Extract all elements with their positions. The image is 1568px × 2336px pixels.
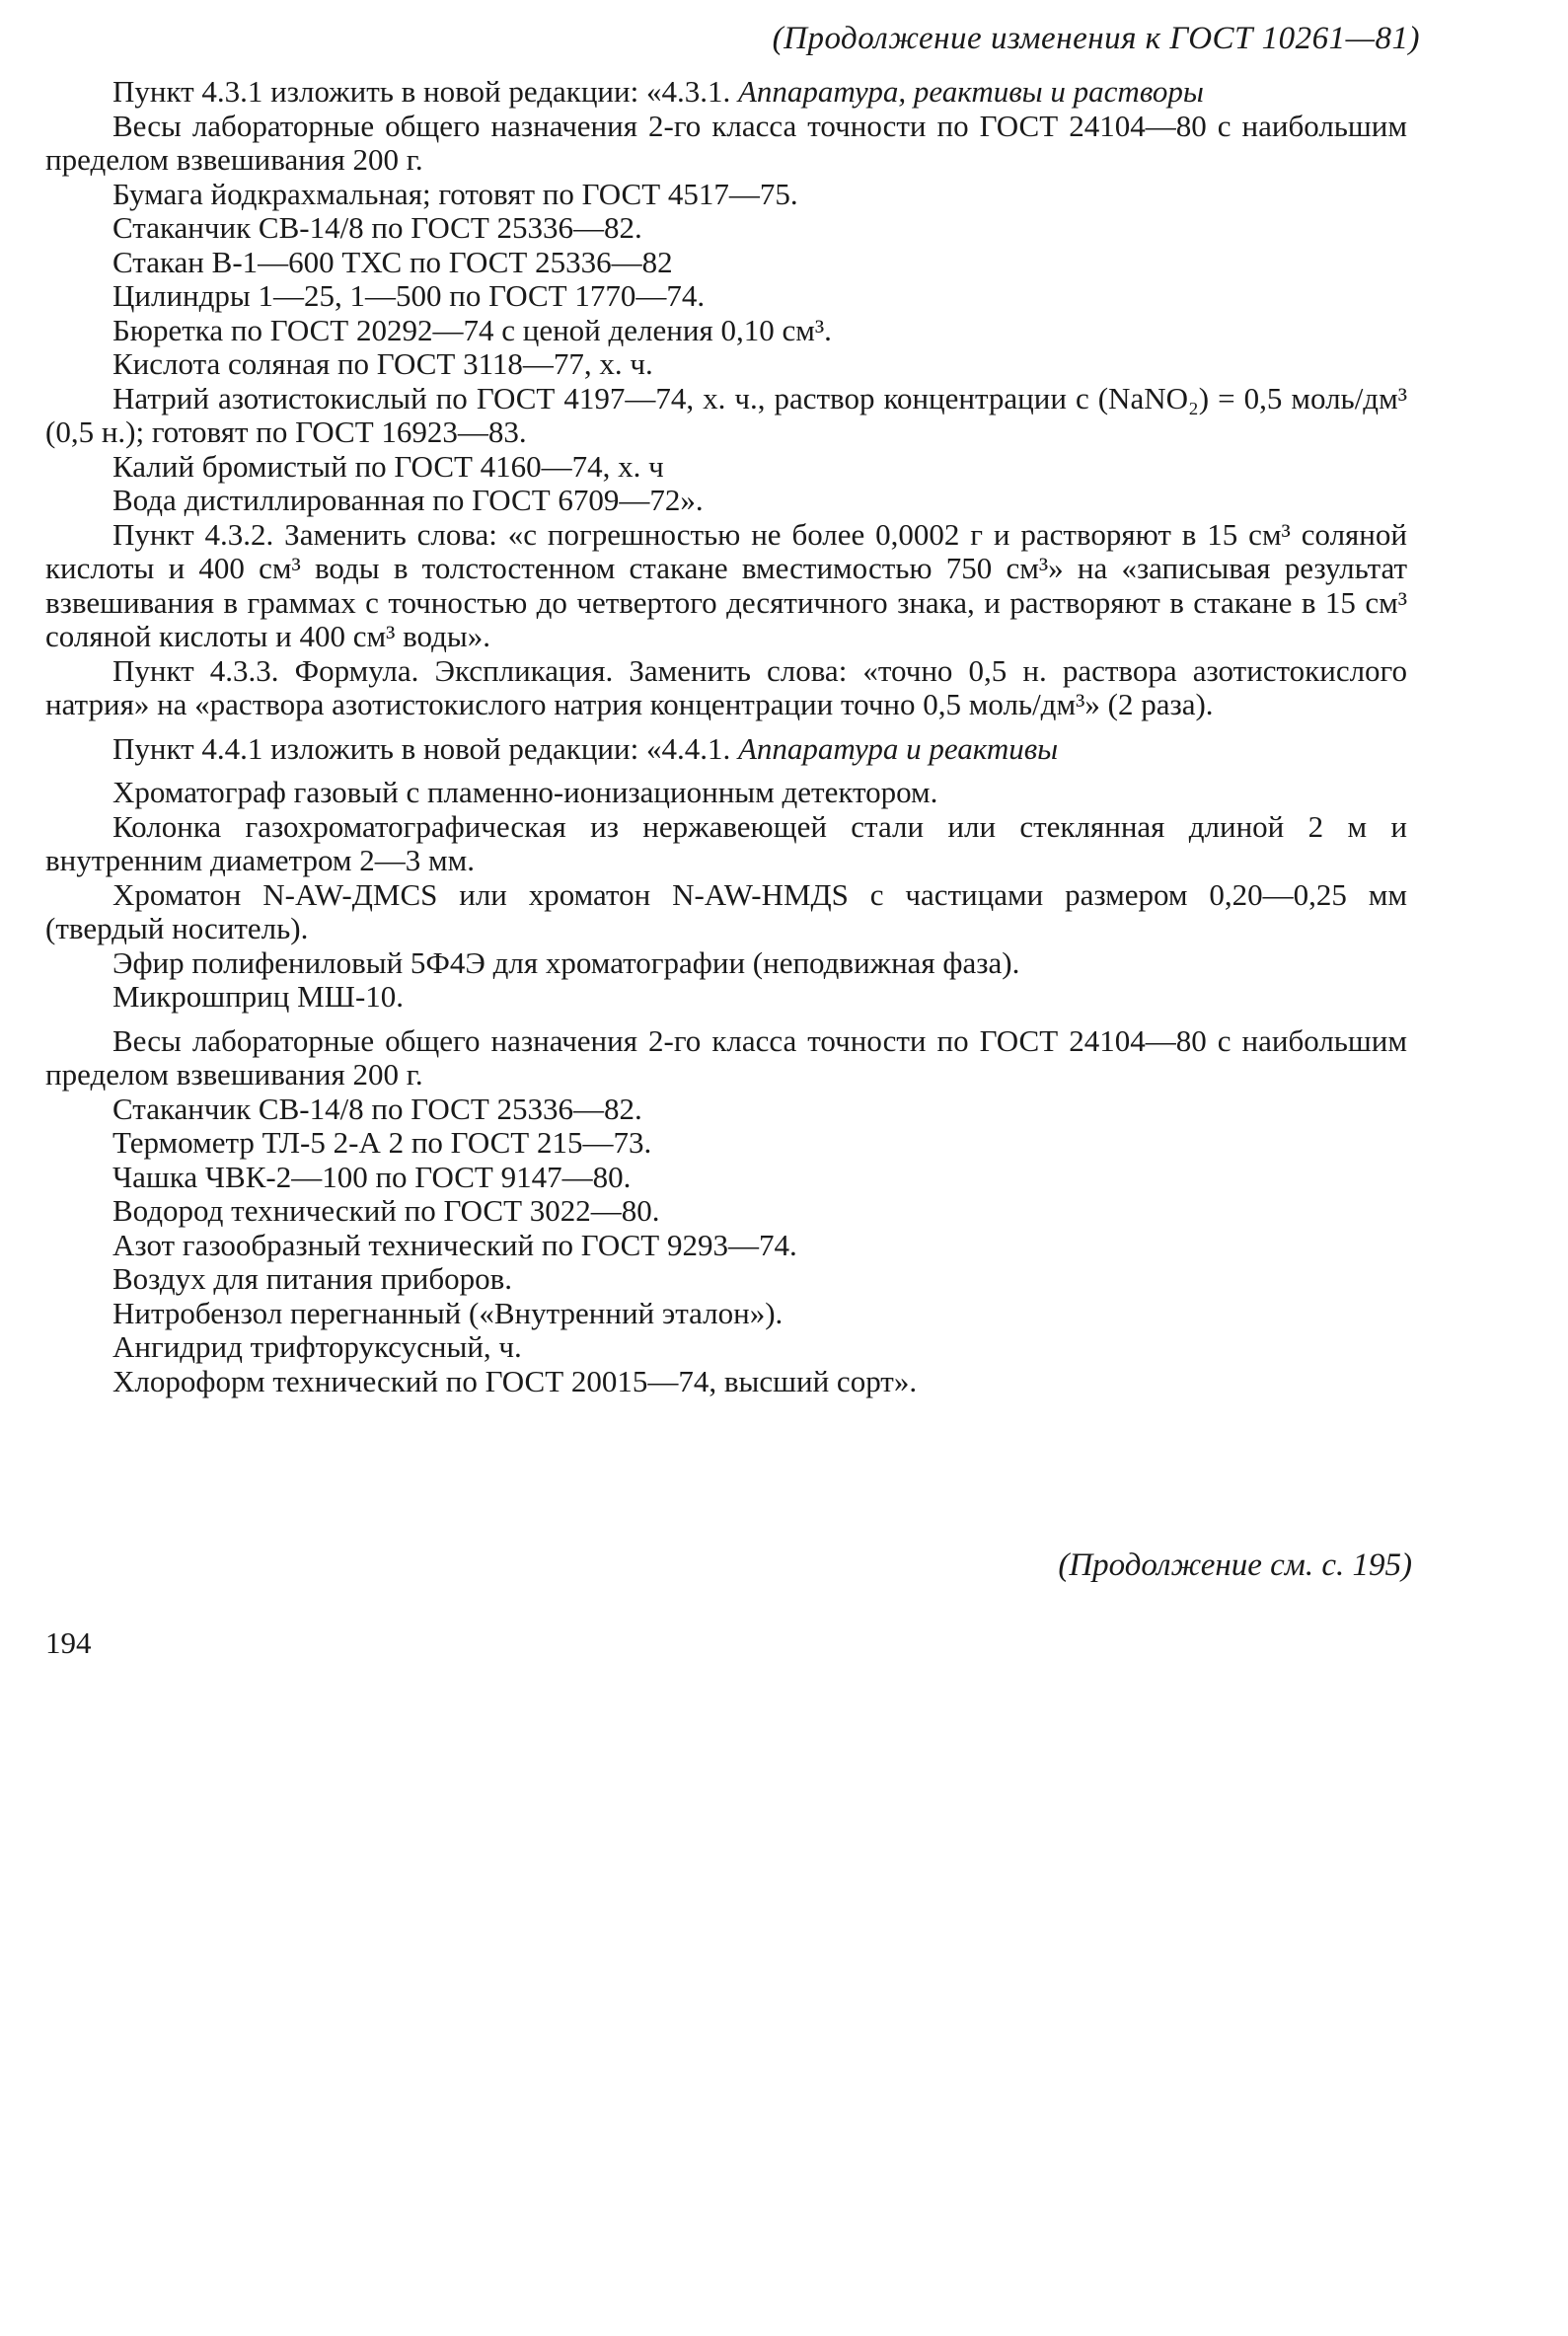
list-item: Вода дистиллированная по ГОСТ 6709—72». — [112, 483, 704, 517]
list-item: Хлороформ технический по ГОСТ 20015—74, высший сорт». — [112, 1363, 918, 1398]
paragraph-4-3-1-heading — [45, 75, 1407, 110]
continuation-note: (Продолжение см. с. 195) — [1058, 1547, 1412, 1583]
paragraph-intro: Пункт 4.4.1 изложить в новой редакции: «4.4.1. — [112, 730, 731, 766]
section-title-italic: Аппаратура и реактивы — [737, 730, 1059, 766]
list-item: Термометр ТЛ-5 2-А 2 по ГОСТ 215—73. — [112, 1125, 652, 1160]
paragraph-4-3-2: Пункт 4.3.2. Заменить слова: «с погрешностью не более 0,0002 г и растворяют в 15 см³ соляной кислоты и 400 см³ воды в толстостенном стакане вместимостью 750 см³» на «записывая результат взвешивания в граммах с точностью до четвертого десятичного знака, и растворяют в стакане в 15 см³ соляной кислоты и 400 см³ воды». — [45, 516, 1407, 653]
list-item: Весы лабораторные общего назначения 2-го класса точности по ГОСТ 24104—80 с наибольшим пределом взвешивания 200 г. — [45, 108, 1407, 177]
list-item: Водород технический по ГОСТ 3022—80. — [112, 1193, 660, 1228]
list-item: Весы лабораторные общего назначения 2-го класса точности по ГОСТ 24104—80 с наибольшим пределом взвешивания 200 г. — [45, 1022, 1407, 1092]
list-item: Калий бромистый по ГОСТ 4160—74, х. ч — [112, 448, 664, 484]
list-item: Колонка газохроматографическая из нержавеющей стали или стеклянная длиной 2 м и внутренним диаметром 2—3 мм. — [45, 808, 1407, 877]
running-header: (Продолжение изменения к ГОСТ 10261—81) — [772, 21, 1420, 56]
list-item: Хроматограф газовый с пламенно-ионизационным детектором. — [112, 775, 938, 809]
spacer — [45, 1015, 1407, 1024]
list-item: Ангидрид трифторуксусный, ч. — [112, 1329, 522, 1364]
list-item: Азот газообразный технический по ГОСТ 9293—74. — [112, 1227, 797, 1262]
section-title-italic: Аппаратура, реактивы и растворы — [737, 74, 1204, 109]
list-item: Воздух для питания приборов. — [112, 1261, 513, 1296]
document-body — [45, 75, 1407, 1398]
list-item: Бюретка по ГОСТ 20292—74 с ценой деления 0,10 см³. — [112, 312, 832, 347]
page-number: 194 — [45, 1625, 92, 1660]
list-item: Цилиндры 1—25, 1—500 по ГОСТ 1770—74. — [112, 278, 706, 313]
paragraph-intro: Пункт 4.3.1 изложить в новой редакции: «4.3.1. — [112, 74, 731, 109]
list-item: Чашка ЧВК-2—100 по ГОСТ 9147—80. — [112, 1159, 632, 1194]
list-item: Эфир полифениловый 5Ф4Э для хроматографии (неподвижная фаза). — [112, 944, 1020, 980]
paragraph-4-4-1-heading — [45, 732, 1407, 767]
list-item: Микрошприц МШ-10. — [112, 979, 405, 1014]
list-item: Хроматон N-AW-ДМCS или хроматон N-AW-НМДS с частицами размером 0,20—0,25 мм (твердый носитель). — [45, 876, 1407, 945]
list-item: Стаканчик СВ-14/8 по ГОСТ 25336—82. — [112, 1091, 642, 1126]
list-item: Натрий азотистокислый по ГОСТ 4197—74, х. ч., раствор концентрации c (NaNO₂) = 0,5 моль/дм³ (0,5 н.); готовят по ГОСТ 16923—83. — [45, 380, 1407, 449]
list-item: Бумага йодкрахмальная; готовят по ГОСТ 4517—75. — [112, 176, 798, 211]
paragraph-4-3-3: Пункт 4.3.3. Формула. Экспликация. Заменить слова: «точно 0,5 н. раствора азотистокислого натрия» на «раствора азотистокислого натрия концентрации точно 0,5 моль/дм³» (2 раза). — [45, 652, 1407, 721]
list-item: Кислота соляная по ГОСТ 3118—77, х. ч. — [112, 346, 653, 381]
list-item: Стакан В-1—600 ТХС по ГОСТ 25336—82 — [112, 244, 673, 279]
list-item: Нитробензол перегнанный («Внутренний эталон»). — [112, 1295, 784, 1330]
list-item: Стаканчик СВ-14/8 по ГОСТ 25336—82. — [112, 210, 642, 245]
